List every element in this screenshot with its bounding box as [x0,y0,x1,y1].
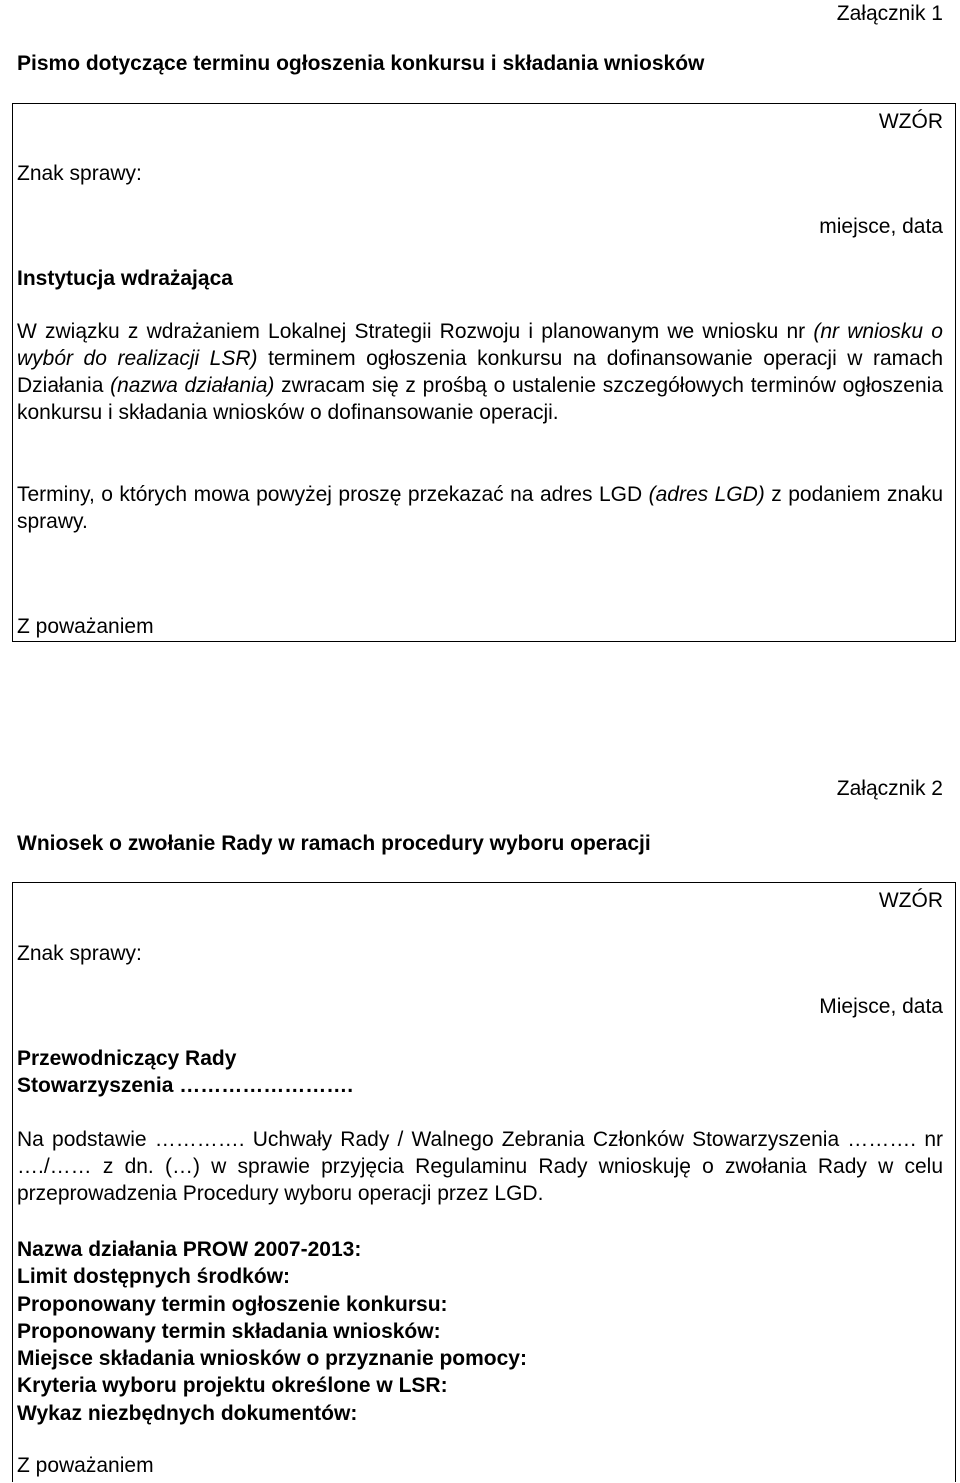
letter-1-second-paragraph: Terminy, o których mowa powyżej proszę przekazać na adres LGD (adres LGD) z podaniem znaku sprawy. [17,483,943,533]
addressee-association: Stowarzyszenia ……………………. [17,1074,354,1097]
case-reference-label: Znak sprawy: [17,942,142,965]
field-selection-criteria: Kryteria wyboru projektu określone w LSR: [17,1374,448,1398]
addressee: Instytucja wdrażająca [17,267,233,290]
wzor-label: WZÓR [878,889,943,912]
place-date-label: Miejsce, data [819,995,943,1018]
field-required-documents: Wykaz niezbędnych dokumentów: [17,1401,358,1425]
closing-salutation: Z poważaniem [17,1454,154,1477]
field-submission-place: Miejsce składania wniosków o przyznanie pomocy: [17,1347,527,1371]
field-action-name: Nazwa działania PROW 2007-2013: [17,1238,362,1261]
field-announcement-date: Proponowany termin ogłoszenie konkursu: [17,1292,448,1316]
case-reference-label: Znak sprawy: [17,162,142,185]
annex-2-label: Załącznik 2 [836,777,943,800]
annex-1-label: Załącznik 1 [836,2,943,25]
field-submission-date: Proponowany termin składania wniosków: [17,1319,441,1343]
request-fields-list [17,1236,943,1427]
wzor-label: WZÓR [878,110,943,133]
place-date-label: miejsce, data [819,215,943,238]
letter-2-title: Wniosek o zwołanie Rady w ramach procedury wyboru operacji [17,832,651,855]
letter-1-body-paragraph: W związku z wdrażaniem Lokalnej Strategii Rozwoju i planowanym we wniosku nr (nr wniosku o wybór do realizacji LSR) terminem ogłoszenia konkursu na dofinansowanie operacji w ramach Działania (nazwa działania) zwracam się z prośbą o ustalenie szczegółowych terminów ogłoszenia konkursu i składania wniosków o dofinansowanie operacji. [17,320,944,424]
addressee-title: Przewodniczący Rady [17,1047,237,1070]
field-funds-limit: Limit dostępnych środków: [17,1265,291,1289]
letter-2-body-paragraph: Na podstawie …………. Uchwały Rady / Walnego Zebrania Członków Stowarzyszenia ………. nr …./…… z dn. (…) w sprawie przyjęcia Regulaminu Rady wnioskuję o zwołania Rady w celu przeprowadzenia Procedury wyboru operacji przez LGD. [17,1128,943,1205]
closing-salutation: Z poważaniem [17,615,154,638]
letter-1-title: Pismo dotyczące terminu ogłoszenia konkursu i składania wniosków [17,52,705,75]
